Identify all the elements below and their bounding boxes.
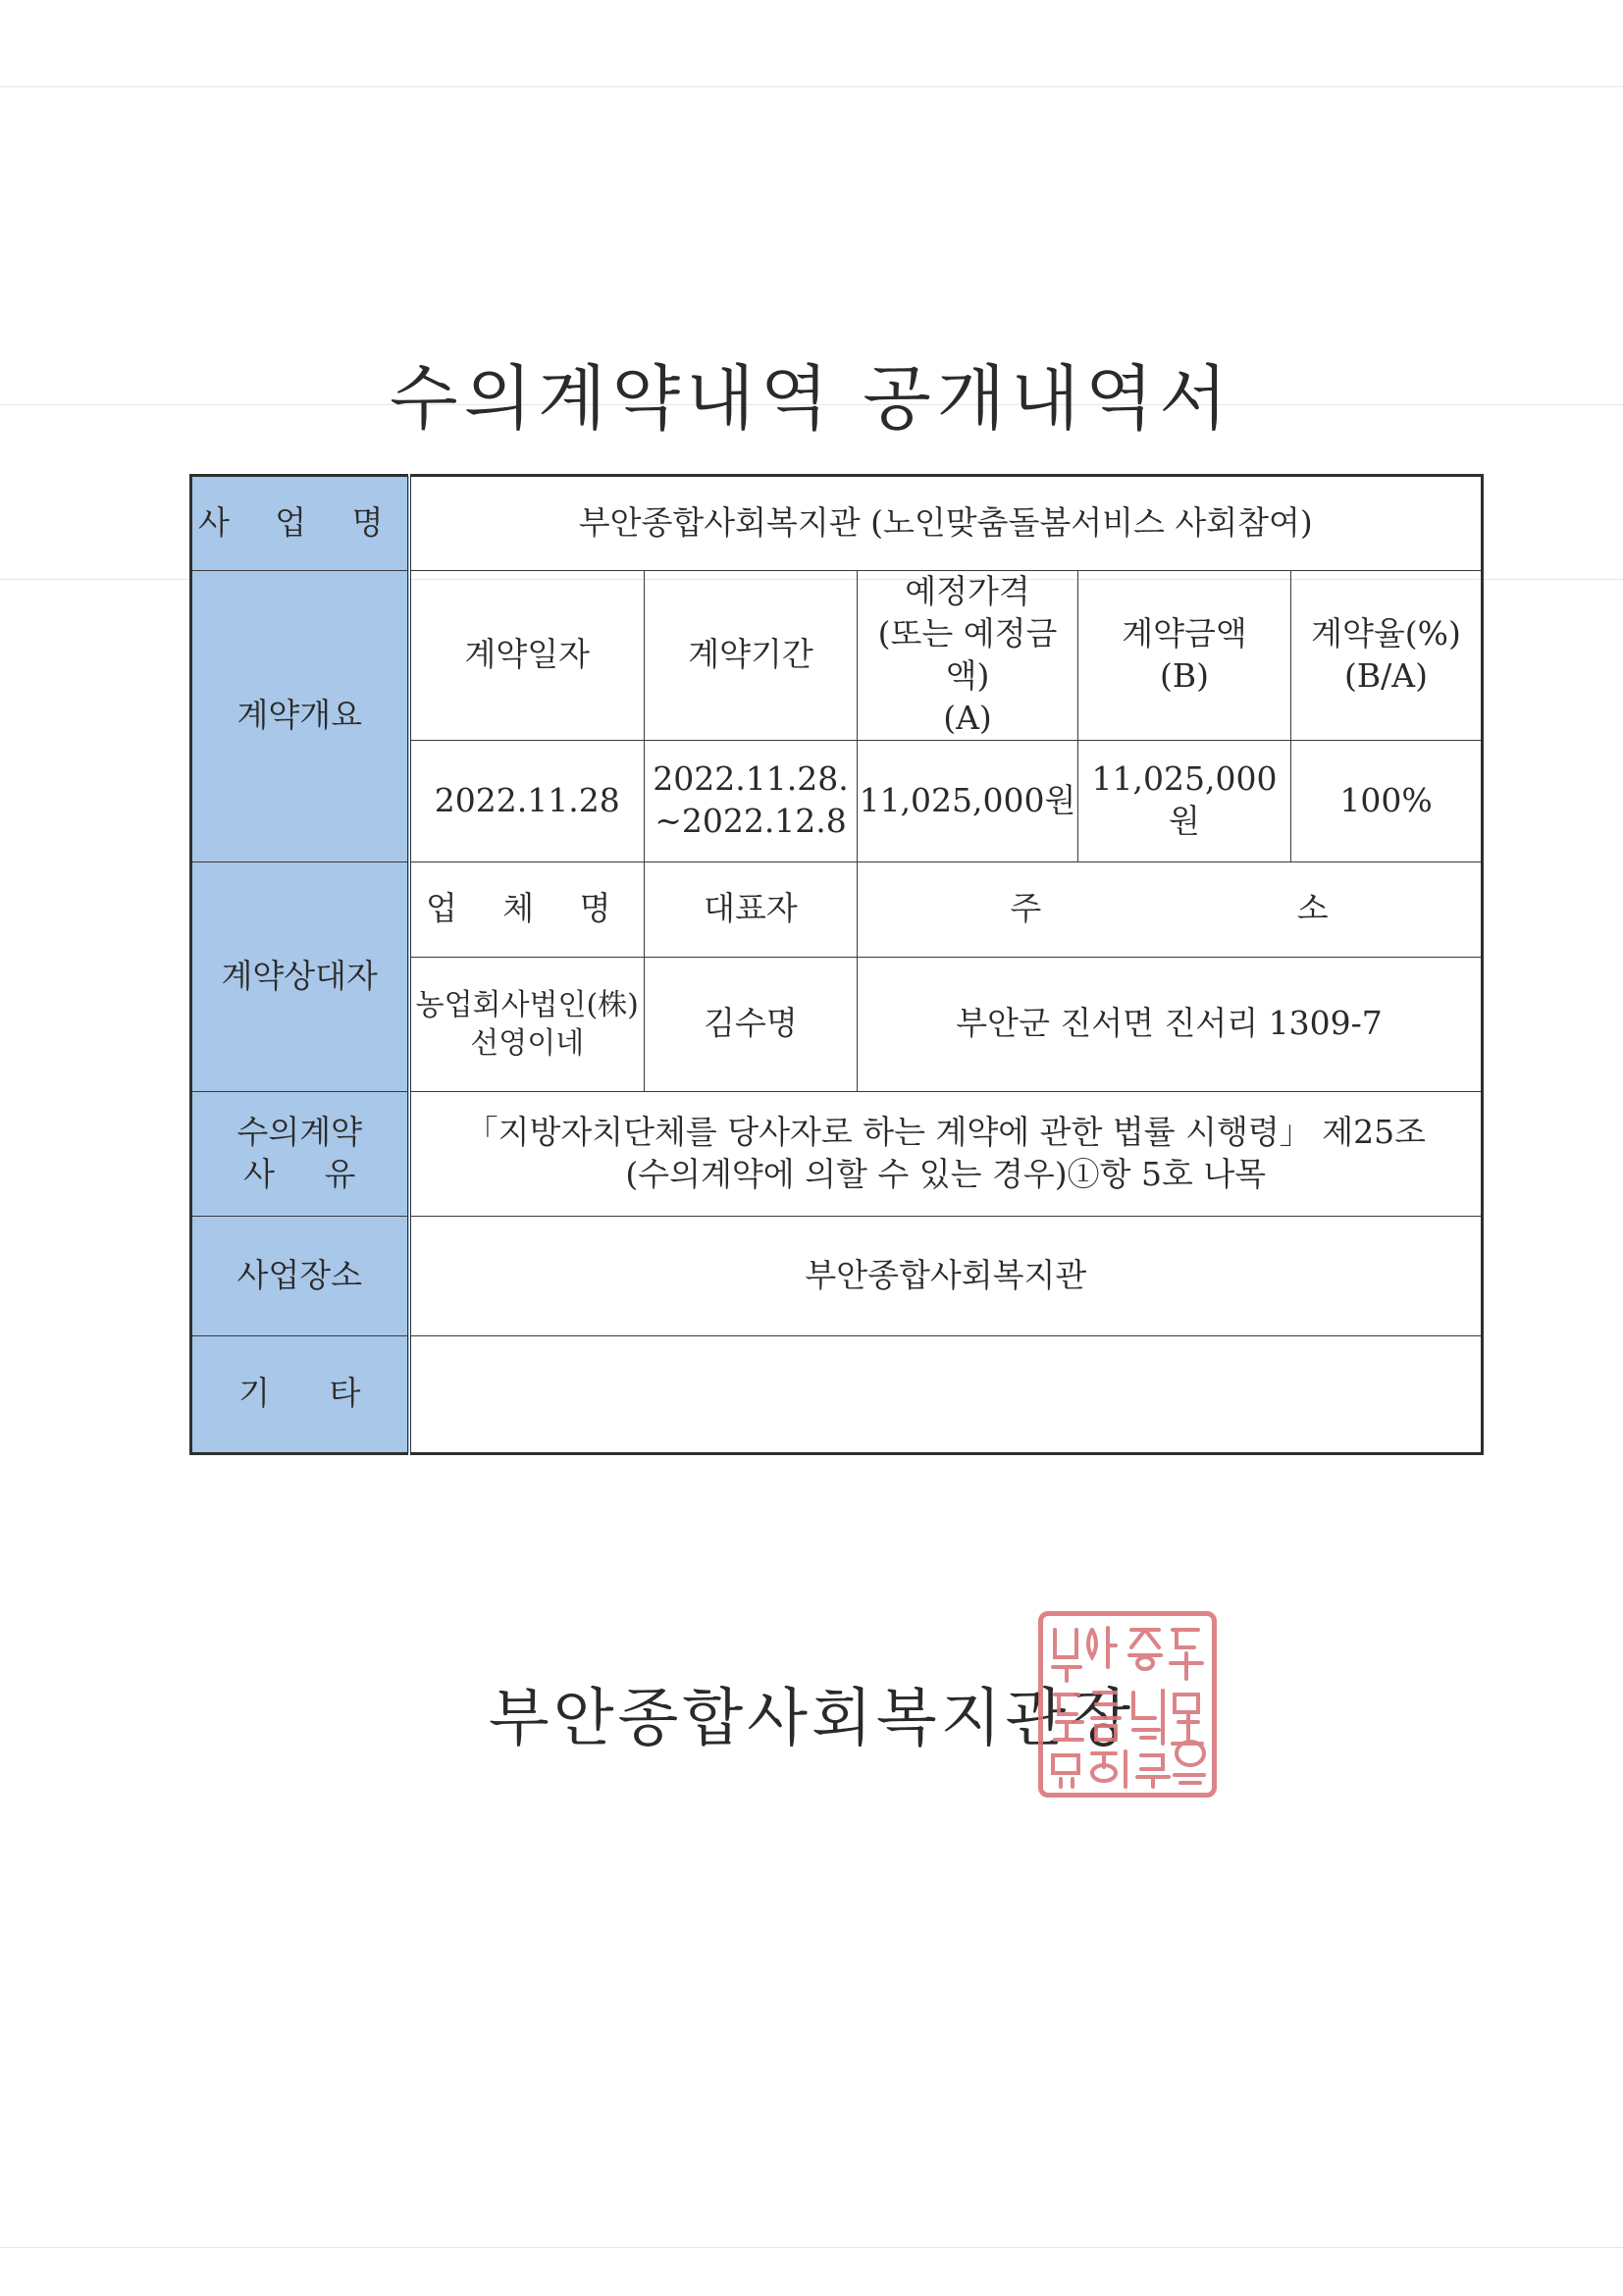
contract-date-value: 2022.11.28 xyxy=(409,740,645,861)
etc-value xyxy=(409,1335,1483,1453)
contract-amount-header: 계약금액 (B) xyxy=(1078,571,1291,741)
project-name-label: 사 업 명 xyxy=(191,476,409,571)
representative-value: 김수명 xyxy=(645,957,858,1091)
contract-date-header: 계약일자 xyxy=(409,571,645,741)
company-value: 농업회사법인(株) 선영이네 xyxy=(409,957,645,1091)
place-value: 부안종합사회복지관 xyxy=(409,1216,1483,1335)
estimated-price-value: 11,025,000원 xyxy=(858,740,1078,861)
organization-name: 부안종합사회복지관장 xyxy=(488,1683,1135,1755)
contract-rate-value: 100% xyxy=(1291,740,1483,861)
reason-label: 수의계약 사 유 xyxy=(191,1091,409,1216)
contract-rate-header: 계약율(%) (B/A) xyxy=(1291,571,1483,741)
contract-amount-value: 11,025,000원 xyxy=(1078,740,1291,861)
project-name-value: 부안종합사회복지관 (노인맞춤돌봄서비스 사회참여) xyxy=(409,476,1483,571)
overview-label: 계약개요 xyxy=(191,571,409,862)
etc-label: 기 타 xyxy=(191,1335,409,1453)
document-title: 수의계약내역 공개내역서 xyxy=(390,357,1233,441)
official-seal-stamp xyxy=(1038,1611,1217,1798)
representative-header: 대표자 xyxy=(645,861,858,957)
seal-icon xyxy=(1043,1616,1212,1793)
contract-period-header: 계약기간 xyxy=(645,571,858,741)
reason-value: 「지방자치단체를 당사자로 하는 계약에 관한 법률 시행령」 제25조 (수의계약에 의할 수 있는 경우)①항 5호 나목 xyxy=(409,1091,1483,1216)
contract-period-value: 2022.11.28. ~2022.12.8 xyxy=(645,740,858,861)
estimated-price-header: 예정가격 (또는 예정금액) (A) xyxy=(858,571,1078,741)
counterparty-label: 계약상대자 xyxy=(191,861,409,1091)
place-label: 사업장소 xyxy=(191,1216,409,1335)
address-header: 주 소 xyxy=(858,861,1483,957)
company-header: 업 체 명 xyxy=(409,861,645,957)
address-value: 부안군 진서면 진서리 1309-7 xyxy=(858,957,1483,1091)
contract-table xyxy=(189,474,1484,1455)
